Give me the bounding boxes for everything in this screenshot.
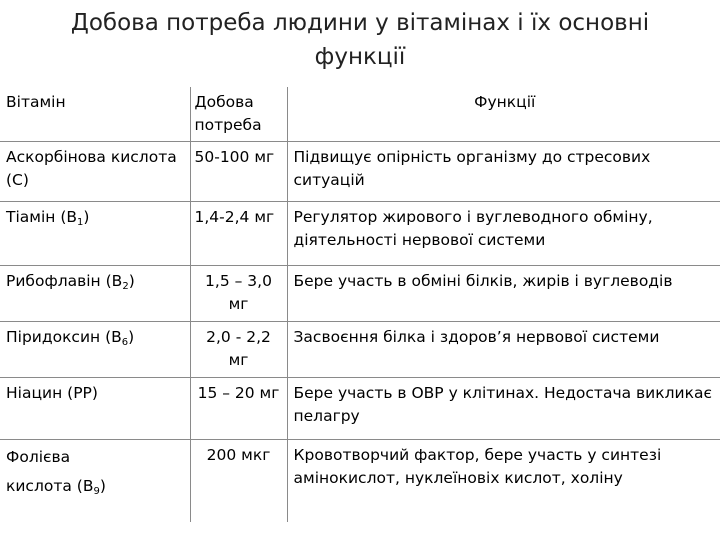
vitamin-function: Кровотворчий фактор, бере участь у синтезі амінокислот, нуклеїновіх кислот, холіну: [293, 446, 662, 487]
vitamin-name-close: ): [128, 328, 135, 346]
table-header-row: [0, 87, 720, 142]
header-vitamin: Вітамін: [0, 87, 190, 142]
vitamin-name-close: ): [128, 272, 135, 290]
vitamin-amount: 2,0 - 2,2 мг: [190, 322, 287, 378]
vitamin-amount: 200 мкг: [190, 440, 287, 522]
vitamin-name-close: ): [83, 208, 90, 226]
header-functions: Функції: [287, 87, 720, 142]
vitamin-amount: 50-100 мг: [190, 142, 287, 202]
vitamin-function: Регулятор жирового і вуглеводного обміну, діятельності нервової системи: [287, 202, 720, 266]
vitamin-amount: 1,4-2,4 мг: [190, 202, 287, 266]
vitamin-name-text: Рибофлавін (В: [6, 272, 123, 290]
vitamin-name-line-2: [6, 475, 186, 503]
vitamin-name: [0, 202, 190, 266]
vitamin-name-line-1: Фолієва: [6, 448, 71, 466]
vitamin-name-text: кислота (В: [6, 477, 94, 495]
table-row: [0, 202, 720, 266]
vitamin-amount: 15 – 20 мг: [190, 378, 287, 440]
vitamin-subscript: 6: [121, 337, 129, 348]
page-title: [0, 6, 720, 74]
table-row: [0, 440, 720, 522]
vitamin-amount: 1,5 – 3,0 мг: [190, 266, 287, 322]
vitamin-name: Аскорбінова кислота (С): [0, 142, 190, 202]
vitamin-name-close: ): [99, 477, 106, 495]
vitamin-name: [0, 266, 190, 322]
vitamin-function: Бере участь в ОВР у клітинах. Недостача викликає пелагру: [287, 378, 720, 440]
vitamin-name: [0, 322, 190, 378]
vitamin-function: Підвищує опірність організму до стресових ситуацій: [287, 142, 720, 202]
vitamin-subscript: 9: [93, 486, 100, 497]
vitamin-name-text: Піридоксин (В: [6, 328, 122, 346]
vitamin-subscript: 2: [122, 281, 129, 292]
title-line-2: функції: [314, 44, 406, 70]
vitamin-function: Бере участь в обміні білків, жирів і вуглеводів: [287, 266, 720, 322]
vitamin-name: Ніацин (РР): [0, 378, 190, 440]
title-line-1: Добова потреба людини у вітамінах і їх основні: [70, 10, 650, 36]
table-row: [0, 378, 720, 440]
vitamin-function: Засвоєння білка і здоров’я нервової системи: [287, 322, 720, 378]
vitamin-subscript: 1: [77, 217, 84, 228]
vitamin-name-text: Тіамін (В: [6, 208, 78, 226]
vitamins-table: [0, 87, 720, 522]
table-row: [0, 322, 720, 378]
vitamin-name: [0, 440, 190, 522]
table-row: [0, 266, 720, 322]
table-row: [0, 142, 720, 202]
header-daily-need: Добова потреба: [190, 87, 287, 142]
